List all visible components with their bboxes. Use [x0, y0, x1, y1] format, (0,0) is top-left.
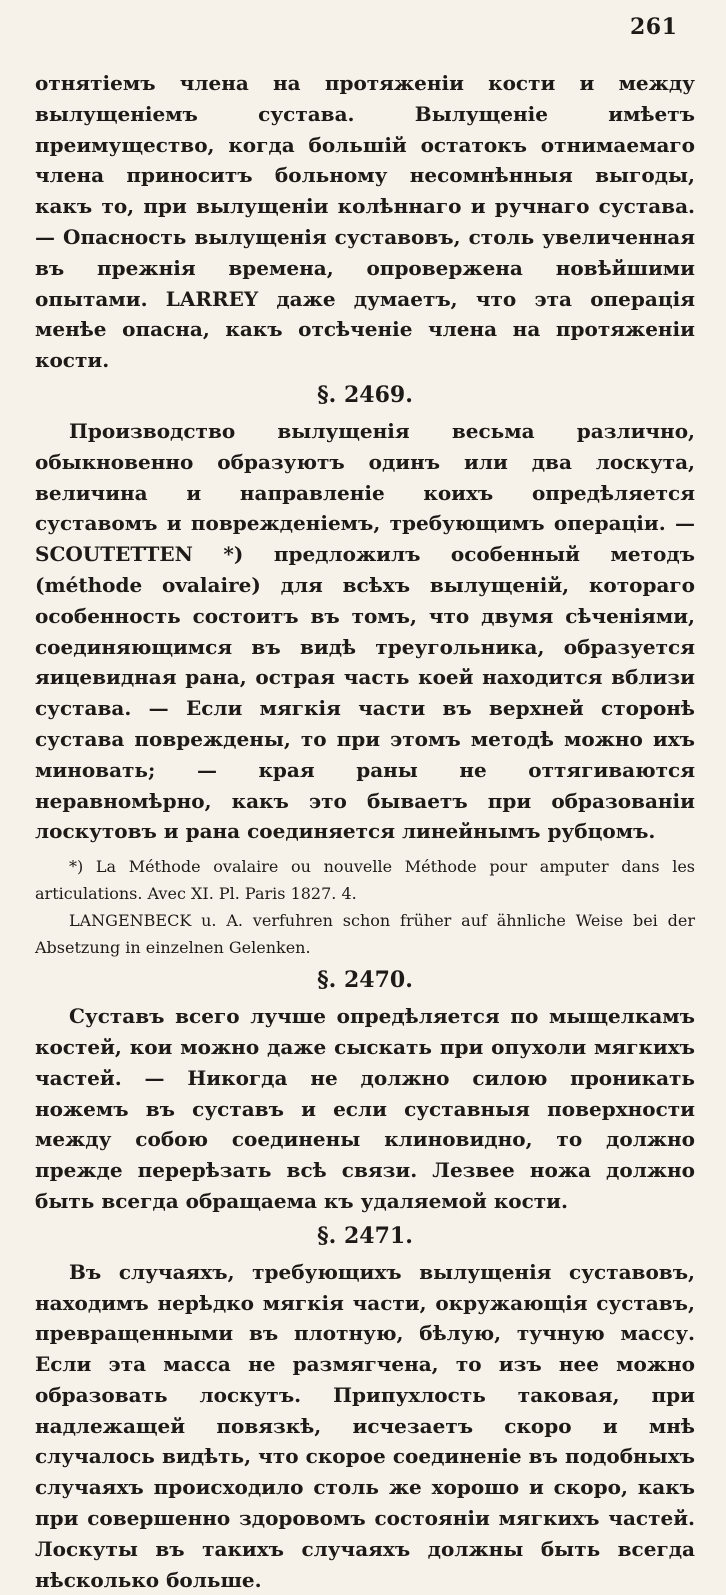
section-paragraph-2470: Суставъ всего лучше опредѣляется по мыщелкамъ костей, кои можно даже сыскать при опухоли мягкихъ частей. — Никогда не должно силою проникать ножемъ въ суставъ и если суставныя поверхности между собою соединены клиновидно, то должно прежде перерѣзать всѣ связи. Лезвее ножа должно быть всегда обращаема къ удаляемой кости.	[35, 1004, 695, 1213]
section-title-2469: §. 2469.	[317, 381, 413, 408]
page-number: 261	[630, 14, 678, 40]
footnotes	[35, 853, 695, 961]
section-title-2470: §. 2470.	[317, 967, 413, 994]
intro-paragraph: отнятіемъ члена на протяженіи кости и между вылущеніемъ сустава. Вылущеніе имѣетъ преимущество, когда большій остатокъ отнимаемаго члена приноситъ больному несомнѣнныя выгоды, какъ то, при вылущеніи колѣннаго и ручнаго сустава. — Опасность вылущенія суставовъ, столь увеличенная въ прежнія времена, опровержена новѣйшими опытами. LARREY даже думаетъ, что эта операція менѣе опасна, какъ отсѣченіе члена на протяженіи кости.	[35, 71, 695, 373]
section-paragraph-2471: Въ случаяхъ, требующихъ вылущенія суставовъ, находимъ нерѣдко мягкія части, окружающія суставъ, превращенными въ плотную, бѣлую, тучную массу. Если эта масса не размягчена, то изъ нее можно образовать лоскутъ. Припухлость таковая, при надлежащей повязкѣ, исчезаетъ скоро и мнѣ случалось видѣть, что скорое соединеніе въ подобныхъ случаяхъ происходило столь же хорошо и скоро, какъ при совершенно здоровомъ состояніи мягкихъ частей. Лоскуты въ такихъ случаяхъ должны быть всегда нѣсколько больше.	[35, 1259, 695, 1592]
page-body	[35, 68, 695, 1595]
section-paragraph-2469: Производство вылущенія весьма различно, обыкновенно образуютъ одинъ или два лоскута, величина и направленіе коихъ опредѣляется суставомъ и поврежденіемъ, требующимъ операціи. — SCOUTETTEN *) предложилъ особенный методъ (méthode ovalaire) для всѣхъ вылущеній, котораго особенность состоитъ въ томъ, что двумя сѣченіями, соединяющимся въ видѣ треугольника, образуется яицевидная рана, острая часть коей находится вблизи сустава. — Если мягкія части въ верхней сторонѣ сустава повреждены, то при этомъ методѣ можно ихъ миновать; — края раны не оттягиваются неравномѣрно, какъ это бываетъ при образованіи лоскутовъ и рана соединяется линейнымъ рубцомъ.	[35, 418, 695, 844]
section-title-2471: §. 2471.	[317, 1222, 413, 1249]
footnote-2: LANGENBECK u. A. verfuhren schon früher auf ähnliche Weise bei der Absetzung in einzelnen Gelenken.	[35, 911, 695, 958]
footnote-1: *) La Méthode ovalaire ou nouvelle Méthode pour amputer dans les articulations. Avec XI. Pl. Paris 1827. 4.	[35, 857, 695, 904]
